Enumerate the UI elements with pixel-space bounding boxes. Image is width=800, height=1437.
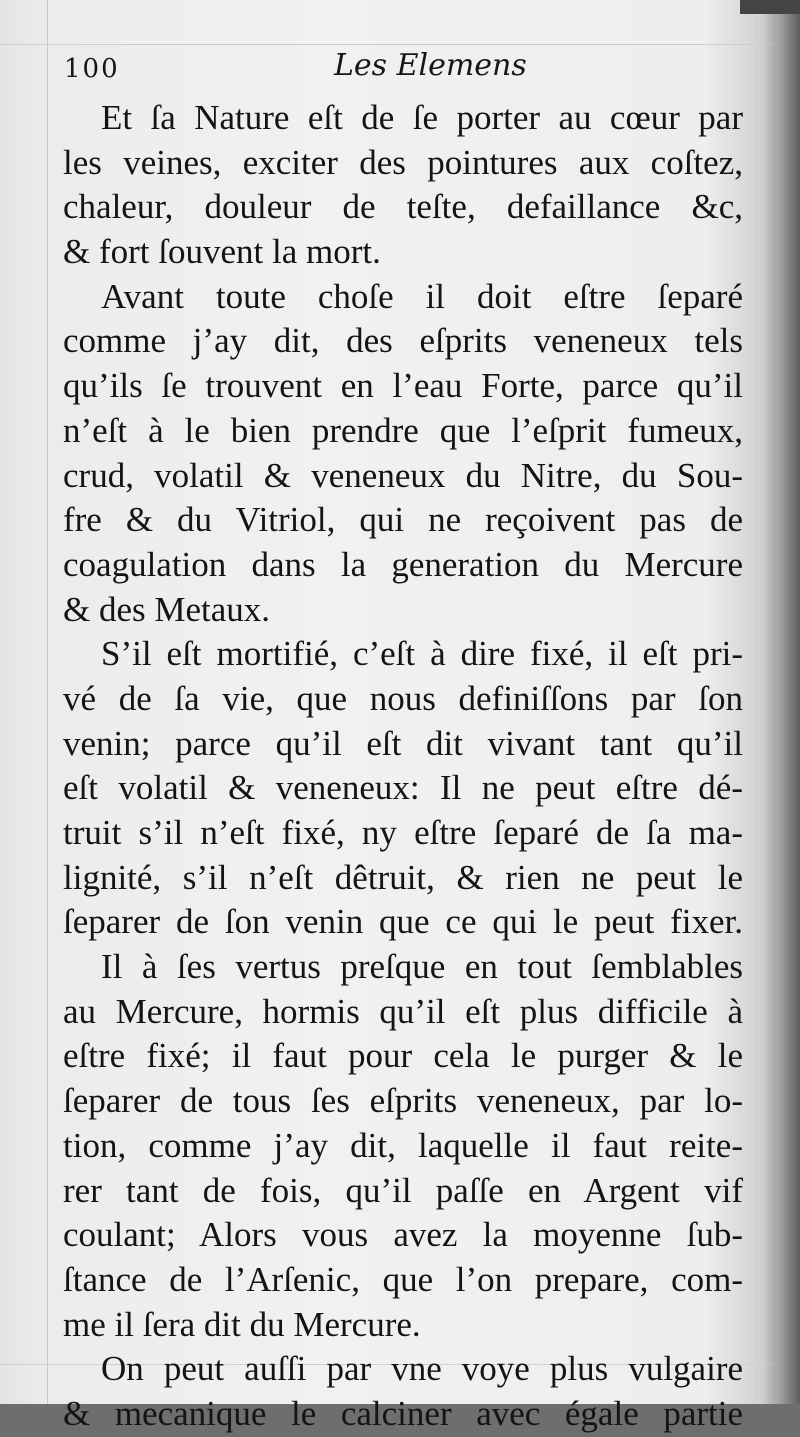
running-title: Les Elemens bbox=[334, 48, 527, 83]
right-margin-rule bbox=[756, 0, 757, 1404]
text-line: Avant toute choſe il doit eſtre ſeparé bbox=[101, 276, 743, 316]
text-line: ſeparer de tous ſes eſprits veneneux, par lo- bbox=[63, 1081, 743, 1121]
text-line: ſeparer de ſon venin que ce qui le peut fixer. bbox=[63, 902, 743, 942]
text-line: Et ſa Nature eſt de ſe porter au cœur par bbox=[101, 98, 743, 137]
text-line: S’il eſt mortifié, c’eſt à dire fixé, il eſt pri- bbox=[101, 634, 743, 674]
text-line: vé de ſa vie, que nous definiſſons par ſon bbox=[63, 678, 743, 718]
text-line: qu’ils ſe trouvent en l’eau Forte, parce qu’il bbox=[63, 366, 743, 406]
page-corner-shadow bbox=[740, 0, 800, 14]
text-line: coagulation dans la generation du Mercure bbox=[63, 544, 743, 584]
body-text bbox=[63, 96, 743, 1437]
text-line: me il ſera dit du Mercure. bbox=[63, 1304, 421, 1344]
text-line: & mecanique le calciner avec égale partie bbox=[63, 1393, 743, 1433]
text-line: chaleur, douleur de teſte, defaillance &c, bbox=[63, 187, 743, 227]
text-line: comme j’ay dit, des eſprits veneneux tels bbox=[63, 321, 743, 361]
text-line: & fort ſouvent la mort. bbox=[63, 232, 381, 272]
text-line: au Mercure, hormis qu’il eſt plus difficile à bbox=[63, 991, 743, 1031]
page-edge-shadow bbox=[766, 0, 800, 1404]
text-line: n’eſt à le bien prendre que l’eſprit fumeux, bbox=[63, 410, 743, 450]
text-line: lignité, s’il n’eſt dêtruit, & rien ne peut le bbox=[63, 857, 743, 897]
text-line: crud, volatil & veneneux du Nitre, du Sou- bbox=[63, 455, 743, 495]
text-line: venin; parce qu’il eſt dit vivant tant qu’il bbox=[63, 723, 743, 763]
text-line: ſtance de l’Arſenic, que l’on prepare, com- bbox=[63, 1259, 743, 1299]
text-line: coulant; Alors vous avez la moyenne ſub- bbox=[63, 1215, 743, 1255]
text-line: truit s’il n’eſt fixé, ny eſtre ſeparé de ſa ma- bbox=[63, 813, 743, 852]
running-head bbox=[64, 44, 754, 96]
text-line: & des Metaux. bbox=[63, 589, 271, 629]
page-number: 100 bbox=[64, 54, 120, 84]
text-line: eſt volatil & veneneux: Il ne peut eſtre dé- bbox=[63, 768, 743, 808]
text-line: fre & du Vitriol, qui ne reçoivent pas de bbox=[63, 500, 743, 540]
left-margin-rule bbox=[47, 0, 48, 1404]
text-line: eſtre fixé; il faut pour cela le purger & le bbox=[63, 1036, 743, 1076]
text-line: les veines, exciter des pointures aux coſtez, bbox=[63, 142, 743, 182]
text-line: tion, comme j’ay dit, laquelle il faut reite- bbox=[63, 1125, 743, 1165]
text-line: On peut auſſi par vne voye plus vulgaire bbox=[101, 1349, 743, 1389]
text-line: Il à ſes vertus preſque en tout ſemblables bbox=[101, 947, 743, 987]
text-line: rer tant de fois, qu’il paſſe en Argent vif bbox=[63, 1170, 743, 1210]
